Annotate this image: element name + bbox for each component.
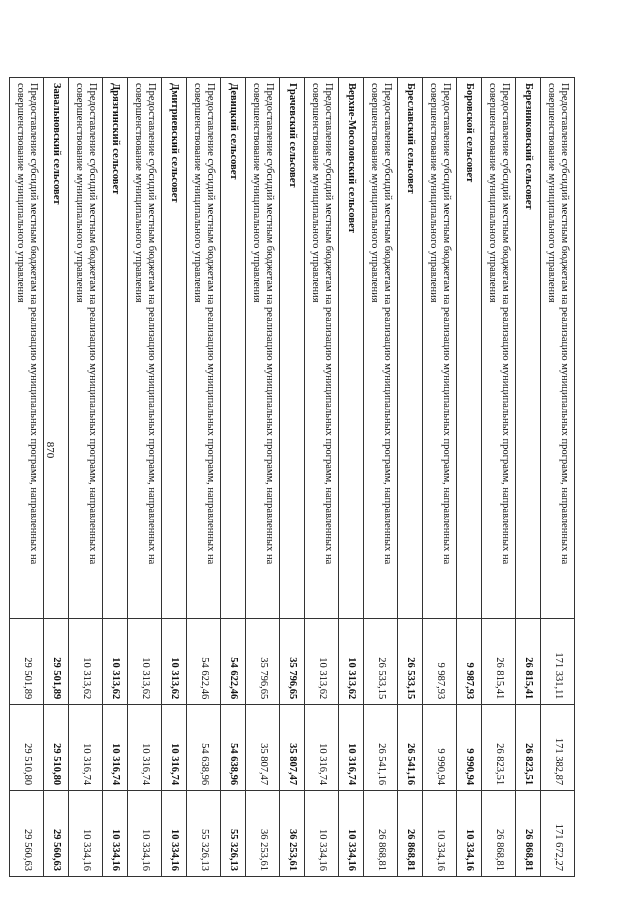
value-cell-2: 54 638,96 (187, 705, 221, 791)
value-cell-2: 29 510,80 (44, 705, 69, 791)
value-cell-1: 171 331,11 (541, 619, 575, 705)
value-cell-3: 10 334,16 (103, 791, 128, 877)
value-cell-2: 10 316,74 (162, 705, 187, 791)
council-name: Бреславский сельсовет (398, 78, 423, 619)
value-cell-2: 10 316,74 (69, 705, 103, 791)
value-cell-1: 10 313,62 (305, 619, 339, 705)
value-cell-1: 26 533,15 (398, 619, 423, 705)
value-cell-2: 171 382,87 (541, 705, 575, 791)
table-row (246, 78, 280, 877)
value-cell-1: 10 313,62 (103, 619, 128, 705)
page-number-text: 870 (44, 441, 56, 459)
value-cell-2: 9 990,94 (423, 705, 457, 791)
row-label: Предоставление субсидий местным бюджетам на реализацию муниципальных программ, направленных на совершенствование муниципального управления (246, 78, 280, 619)
value-cell-1: 10 313,62 (69, 619, 103, 705)
table-row (69, 78, 103, 877)
value-cell-3: 10 334,16 (128, 791, 162, 877)
value-cell-3: 171 672,27 (541, 791, 575, 877)
table-row-council (516, 78, 541, 877)
row-label: Предоставление субсидий местным бюджетам на реализацию муниципальных программ, направленных на совершенствование муниципального управления (305, 78, 339, 619)
table-row-council (162, 78, 187, 877)
table-row-council (457, 78, 482, 877)
value-cell-3: 55 326,13 (187, 791, 221, 877)
value-cell-1: 29 501,89 (44, 619, 69, 705)
value-cell-3: 10 334,16 (457, 791, 482, 877)
council-name: Девицкий сельсовет (221, 78, 246, 619)
value-cell-1: 26 533,15 (364, 619, 398, 705)
council-name: Завальновский сельсовет (44, 78, 69, 619)
table-row (364, 78, 398, 877)
row-label: Предоставление субсидий местным бюджетам на реализацию муниципальных программ, направленных на совершенствование муниципального управления (10, 78, 44, 619)
table-row (423, 78, 457, 877)
row-label: Предоставление субсидий местным бюджетам на реализацию муниципальных программ, направленных на совершенствование муниципального управления (187, 78, 221, 619)
row-label: Предоставление субсидий местным бюджетам на реализацию муниципальных программ, направленных на совершенствование муниципального управления (128, 78, 162, 619)
council-name: Грачевский сельсовет (280, 78, 305, 619)
value-cell-1: 10 313,62 (339, 619, 364, 705)
value-cell-2: 10 316,74 (128, 705, 162, 791)
value-cell-3: 26 868,81 (516, 791, 541, 877)
council-name: Березниковский сельсовет (516, 78, 541, 619)
value-cell-3: 10 334,16 (305, 791, 339, 877)
table-row-council (398, 78, 423, 877)
value-cell-2: 10 316,74 (339, 705, 364, 791)
budget-table (9, 77, 575, 877)
value-cell-3: 10 334,16 (162, 791, 187, 877)
value-cell-2: 26 823,51 (482, 705, 516, 791)
table-row (541, 78, 575, 877)
table-row (305, 78, 339, 877)
value-cell-2: 9 990,94 (457, 705, 482, 791)
value-cell-1: 35 796,65 (280, 619, 305, 705)
table-row-council (221, 78, 246, 877)
value-cell-3: 29 560,63 (44, 791, 69, 877)
value-cell-3: 29 560,63 (10, 791, 44, 877)
value-cell-3: 36 253,61 (246, 791, 280, 877)
table-row-council (103, 78, 128, 877)
value-cell-1: 9 987,93 (457, 619, 482, 705)
budget-table-body (10, 78, 575, 877)
table-row (187, 78, 221, 877)
row-label: Предоставление субсидий местным бюджетам на реализацию муниципальных программ, направленных на совершенствование муниципального управления (482, 78, 516, 619)
value-cell-2: 35 807,47 (280, 705, 305, 791)
row-label: Предоставление субсидий местным бюджетам на реализацию муниципальных программ, направленных на совершенствование муниципального управления (541, 78, 575, 619)
value-cell-3: 10 334,16 (423, 791, 457, 877)
council-name: Дмитриевский сельсовет (162, 78, 187, 619)
value-cell-2: 26 541,16 (364, 705, 398, 791)
value-cell-3: 26 868,81 (482, 791, 516, 877)
council-name: Дрязгинский сельсовет (103, 78, 128, 619)
value-cell-1: 35 796,65 (246, 619, 280, 705)
value-cell-3: 55 326,13 (221, 791, 246, 877)
value-cell-3: 10 334,16 (69, 791, 103, 877)
value-cell-1: 9 987,93 (423, 619, 457, 705)
value-cell-3: 26 868,81 (364, 791, 398, 877)
value-cell-1: 29 501,89 (10, 619, 44, 705)
value-cell-1: 10 313,62 (162, 619, 187, 705)
table-row-council (339, 78, 364, 877)
value-cell-2: 26 823,51 (516, 705, 541, 791)
table-row (482, 78, 516, 877)
value-cell-1: 26 815,41 (516, 619, 541, 705)
table-row (10, 78, 44, 877)
value-cell-2: 10 316,74 (103, 705, 128, 791)
value-cell-1: 54 622,46 (221, 619, 246, 705)
value-cell-1: 54 622,46 (187, 619, 221, 705)
value-cell-3: 36 253,61 (280, 791, 305, 877)
table-row-council (44, 78, 69, 877)
row-label: Предоставление субсидий местным бюджетам на реализацию муниципальных программ, направленных на совершенствование муниципального управления (364, 78, 398, 619)
value-cell-2: 29 510,80 (10, 705, 44, 791)
value-cell-2: 10 316,74 (305, 705, 339, 791)
table-row-council (280, 78, 305, 877)
table-row (128, 78, 162, 877)
value-cell-2: 26 541,16 (398, 705, 423, 791)
value-cell-2: 35 807,47 (246, 705, 280, 791)
council-name: Боровской сельсовет (457, 78, 482, 619)
value-cell-2: 54 638,96 (221, 705, 246, 791)
council-name: Верхне-Мосоловский сельсовет (339, 78, 364, 619)
row-label: Предоставление субсидий местным бюджетам на реализацию муниципальных программ, направленных на совершенствование муниципального управления (423, 78, 457, 619)
value-cell-1: 10 313,62 (128, 619, 162, 705)
value-cell-3: 26 868,81 (398, 791, 423, 877)
value-cell-3: 10 334,16 (339, 791, 364, 877)
value-cell-1: 26 815,41 (482, 619, 516, 705)
row-label: Предоставление субсидий местным бюджетам на реализацию муниципальных программ, направленных на совершенствование муниципального управления (69, 78, 103, 619)
